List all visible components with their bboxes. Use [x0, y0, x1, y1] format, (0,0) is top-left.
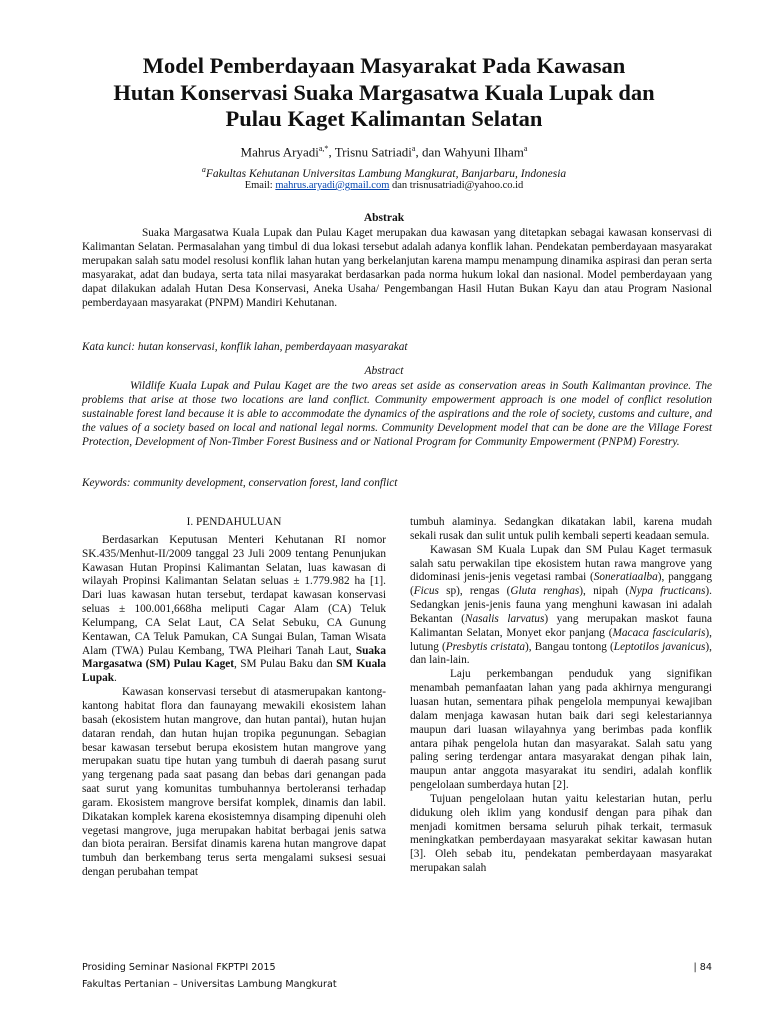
footer-faculty: Fakultas Pertanian – Universitas Lambung Mangkurat: [82, 979, 337, 990]
author-2: , Trisnu Satriadi: [328, 144, 412, 160]
p4-italic-5: Nasalis larvatus: [464, 612, 545, 625]
p4-text-h: ), Bangau tontong (: [525, 640, 614, 653]
right-column: [410, 516, 712, 876]
affiliation-sup: a: [201, 165, 206, 174]
abstrak-body: Suaka Margasatwa Kuala Lupak dan Pulau Kaget merupakan dua kawasan yang ditetapkan sebagai kawasan konservasi di Kalimantan Selatan. Permasalahan yang timbul di dua lokasi tersebut adalah adanya konflik lahan. Pendekatan pemberdayaan masyarakat merupakan salah satu model resolusi konflik lahan hutan yang berkelanjutan karena mampu menampung dinamika aspirasi dan peran serta masyarakat, adat dan budaya, serta tata nilai masyarakat berdasarkan pada norma hukum lokal dan nasional. Model pemberdayaan yang dapat dilakukan adalah Hutan Desa Konservasi, Aneka Usaha/ Pengembangan Hasil Hutan Bukan Kayu dan atau Program Nasional pemberdayaan masyarakat (PNPM) Mandiri Kehutanan.: [82, 227, 712, 310]
paragraph-6: Tujuan pengelolaan hutan yaitu kelestarian hutan, perlu didukung oleh iklim yang kondusif dengan para pihak dan menjadi komitmen bersama seluruh pihak terkait, termasuk meningkatkan pemberdayaan masyarakat sekitar kawasan hutan [3]. Oleh sebab itu, pendekatan pemberdayaan masyarakat merupakan salah: [410, 792, 712, 875]
author-1: Mahrus Aryadi: [240, 144, 319, 160]
p4-text-a: Kawasan SM Kuala Lupak dan SM Pulau Kaget termasuk salah satu perwakilan tipe ekosistem hutan rawa mangrove yang didominasi jenis-jenis vegetasi rambai (: [410, 543, 712, 584]
p4-italic-1: Soneratiaalba: [593, 571, 658, 584]
p1-text-c: , SM Pulau Baku dan: [234, 658, 337, 671]
section-heading: I. PENDAHULUAN: [186, 516, 282, 528]
p1-bold-pulau-kaget: Suaka Margasatwa (SM) Pulau Kaget: [82, 644, 386, 671]
p4-text-g: ), lutung (: [410, 626, 712, 653]
abstrak-heading: Abstrak: [363, 212, 405, 224]
title-line-1: Model Pemberdayaan Masyarakat Pada Kawasan: [142, 53, 626, 78]
p4-italic-7: Presbytis cristata: [445, 640, 526, 653]
author-3-sup: a: [523, 144, 528, 153]
p4-italic-6: Macaca fascicularis: [612, 626, 706, 639]
p4-text-d: ), nipah (: [579, 585, 630, 598]
p1-bold-kuala-lupak: SM Kuala Lupak: [82, 658, 386, 685]
p4-italic-8: Leptotilos javanicus: [613, 640, 706, 653]
email-link[interactable]: mahrus.aryadi@gmail.com: [275, 180, 390, 191]
title-line-3: Pulau Kaget Kalimantan Selatan: [225, 106, 543, 131]
keywords: Keywords: community development, conservation forest, land conflict: [82, 477, 398, 489]
paragraph-5: Laju perkembangan penduduk yang signifikan menambah pemanfaatan lahan yang pada akhirnya mengurangi luasan hutan, sementara pihak pengelola mempunyai kewajiban dalam menjaga kawasan hutan baik dari segi kelestariannya maupun dari luasan wilayahnya yang berimbas pada konflik antara pihak pengelola hutan dan masyarakat. Salah satu yang paling sering terdengar antara masyarakat dengan pihak lain, maupun antar anggota masyarakat itu sendiri, adalah konflik pengelolaan sumberdaya hutan [2].: [410, 668, 712, 792]
p1-text-a: Berdasarkan Keputusan Menteri Kehutanan RI nomor SK.435/Menhut-II/2009 tanggal 23 Juli 2009 tentang Penunjukan Kawasan Hutan Propinsi Kalimantan Selatan, luas kawasan di wilayah Propinsi Kalimantan Selatan seluas ± 1.779.982 ha [1]. Dari luas kawasan hutan tersebut, terdapat kawasan konservasi seluas ± 100.001,668ha meliputi Cagar Alam (CA) Teluk Kelumpang, CA Selat Laut, CA Selat Sebuku, CA Gunung Kentawan, CA Teluk Pamukan, CA Sungai Bulan, Taman Wisata Alam (TWA) Pulau Kembang, TWA Pleihari Tanah Laut,: [82, 533, 386, 657]
p4-text-c: sp), rengas (: [438, 585, 511, 598]
paragraph-3: tumbuh alaminya. Sedangkan dikatakan labil, karena mudah sekali rusak dan sulit untuk pulih kembali seperti keadaan semula.: [410, 516, 712, 542]
abstract-body: Wildlife Kuala Lupak and Pulau Kaget are the two areas set aside as conservation areas in South Kalimantan province. The problems that arise at those two locations are land conflict. Community empowerment approach is one model of conflict resolution sustainable forest land because it is able to accommodate the dynamics of the aspirations and the role of society, customs and culture, and the values of a society based on local and national legal norms. Community Development model that can be done are the Village Forest Protection, Development of Non-Timber Forest Business and or National Program for Community Empowerment (PNPM) Forestry.: [82, 380, 712, 449]
email-label: Email:: [244, 180, 276, 191]
affiliation-text: Fakultas Kehutanan Universitas Lambung Mangkurat, Banjarbaru, Indonesia: [205, 167, 567, 180]
page-number: | 84: [693, 962, 712, 973]
author-2-sup: a: [411, 144, 416, 153]
paper-title: [60, 53, 708, 133]
author-1-sup: a,*: [318, 144, 329, 153]
p4-text-e: ). Sedangkan jenis-jenis fauna yang menghuni kawasan ini adalah Bekantan (: [410, 585, 712, 625]
p4-text-b: ), panggang (: [410, 571, 712, 598]
footer-proceedings: Prosiding Seminar Nasional FKPTPI 2015: [82, 962, 276, 973]
p4-text-j: ), dan lain-lain.: [410, 640, 712, 667]
paragraph-4: [410, 544, 712, 669]
title-line-2: Hutan Konservasi Suaka Margasatwa Kuala Lupak dan: [113, 79, 655, 105]
author-3: , dan Wahyuni Ilham: [415, 144, 524, 160]
paragraph-1: [82, 534, 386, 686]
p1-text-d: .: [114, 672, 117, 685]
p4-italic-2: Ficus: [413, 585, 439, 598]
p4-italic-3: Gluta renghas: [510, 585, 580, 598]
left-column: [82, 516, 386, 880]
author-list: [60, 140, 708, 160]
email-rest: dan trisnusatriadi@yahoo.co.id: [389, 180, 524, 191]
p4-text-f: ) yang merupakan maskot fauna Kalimantan Selatan, Monyet ekor panjang (: [410, 612, 712, 639]
paragraph-2: Kawasan konservasi tersebut di atasmerupakan kantong-kantong habitat flora dan faunayang mewakili ekosistem lahan basah (ekosistem hutan mangrove, dan hutan pantai), hutan hujan dataran rendah, dan hutan hujan tropika pegunungan. Sebagian besar kawasan tersebut berupa ekosistem hutan mangrove yang merupakan suatu tipe hutan yang tumbuh di daerah pasang surut yang tergenang pada saat pasang dan bebas dari genangan pada saat surut yang komunitas tumbuhannya bertoleransi terhadap garam. Ekosistem mangrove bersifat komplek, dinamis dan labil. Dikatakan komplek karena ekosistemnya disamping dipenuhi oleh vegetasi mangrove, juga merupakan habitat berbagai jenis satwa dan biota perairan. Bersifat dinamis karena hutan mangrove dapat tumbuh dan berkembang terus serta mengalami suksesi sesuai dengan perubahan tempat: [82, 686, 386, 879]
abstract-heading: Abstract: [364, 365, 404, 377]
p4-italic-4: Nypa fructicans: [629, 585, 706, 598]
email-line: [60, 179, 708, 193]
kata-kunci: Kata kunci: hutan konservasi, konflik lahan, pemberdayaan masyarakat: [82, 341, 408, 353]
